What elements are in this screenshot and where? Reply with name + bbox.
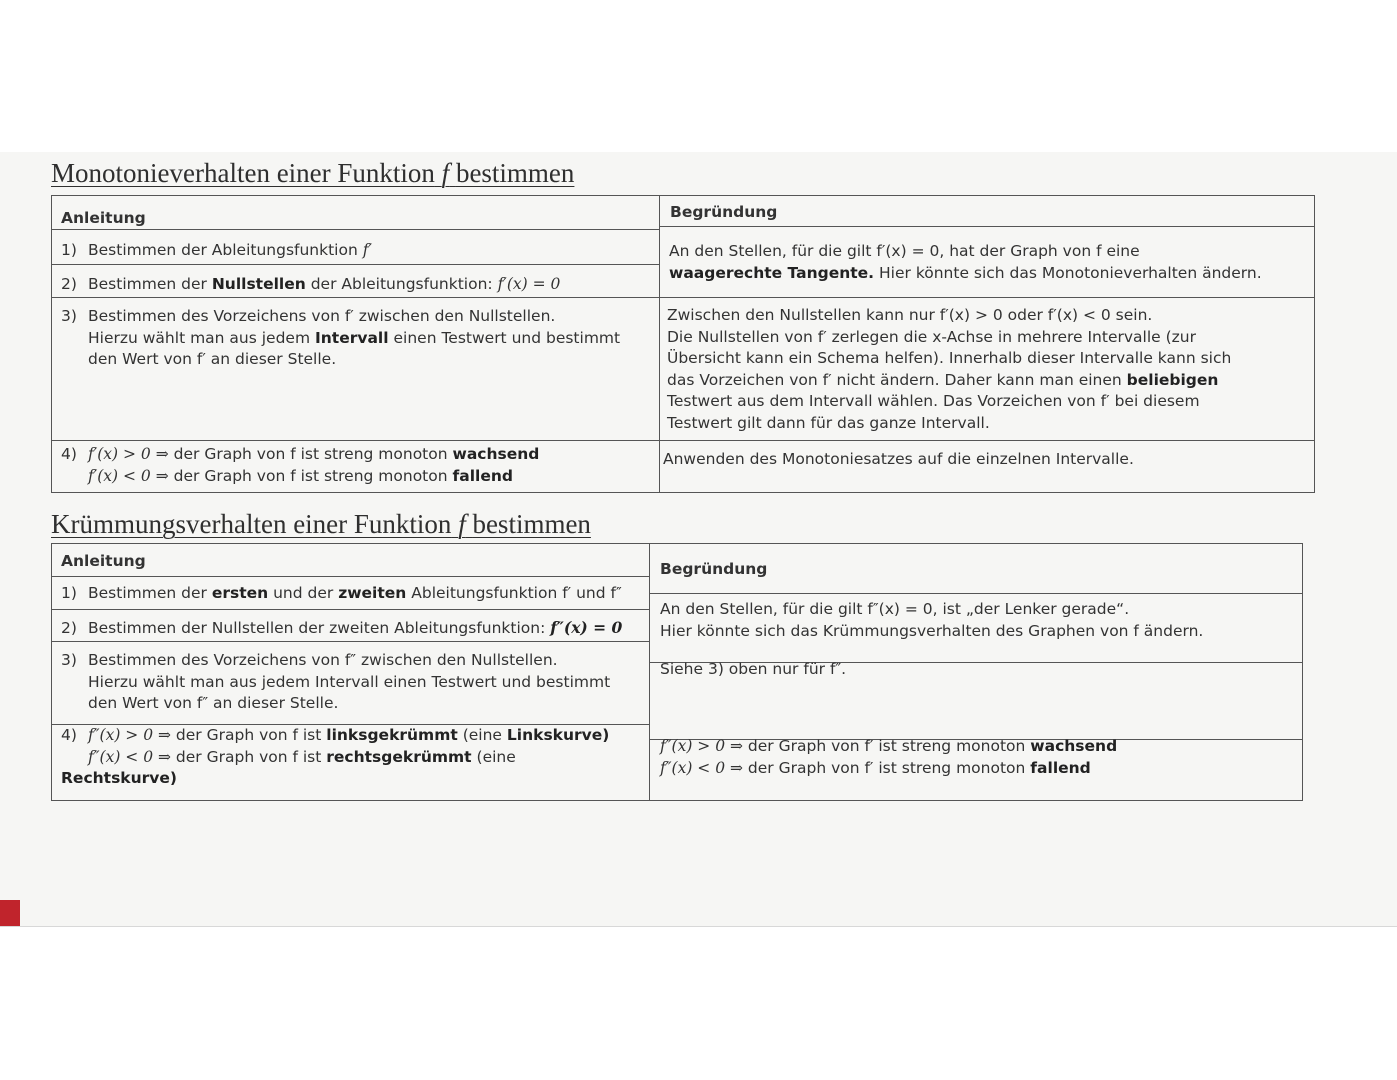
reason12-cell: An den Stellen, für die gilt f″(x) = 0, ist „der Lenker gerade“. Hier könnte sich das Krümmungsverhalten des Graphen von f ändern. (660, 600, 1204, 640)
step4-cell: 4) f′(x) > 0 ⇒ der Graph von f ist streng monoton wachsend f′(x) < 0 ⇒ der Graph von f ist streng monoton fallend (61, 445, 540, 485)
red-corner-mark (0, 900, 20, 926)
reason4-cell: f″(x) > 0 ⇒ der Graph von f′ ist streng monoton wachsend f″(x) < 0 ⇒ der Graph von f′ ist streng monoton fallend (660, 737, 1118, 777)
step4-cell: 4) f″(x) > 0 ⇒ der Graph von f ist linksgekrümmt (eine Linkskurve) f″(x) < 0 ⇒ der Graph von f ist rechtsgekrümmt (eine Rechtskurve) (61, 726, 610, 787)
column-divider (649, 544, 650, 800)
step3-cell: 3) Bestimmen des Vorzeichens von f″ zwischen den Nullstellen. Hierzu wählt man aus jedem Intervall einen Testwert und bestimmt den Wert von f″ an dieser Stelle. (61, 651, 611, 712)
section1-title: Monotonieverhalten einer Funktion f bestimmen (51, 158, 575, 188)
monotonie-table (51, 195, 1315, 493)
header-begruendung: Begründung (670, 203, 778, 221)
section2-title: Krümmungsverhalten einer Funktion f bestimmen (51, 509, 591, 539)
kruemmung-table (51, 543, 1303, 801)
step1-cell: 1) Bestimmen der ersten und der zweiten Ableitungsfunktion f′ und f″ (61, 584, 622, 602)
reason4-cell: Anwenden des Monotoniesatzes auf die einzelnen Intervalle. (663, 450, 1134, 468)
paper-edge (0, 926, 1397, 927)
reason3-cell: Siehe 3) oben nur für f″. (660, 660, 847, 678)
reason3-cell: Zwischen den Nullstellen kann nur f′(x) > 0 oder f′(x) < 0 sein. Die Nullstellen von f′ zerlegen die x-Achse in mehrere Intervalle (zur Übersicht kann ein Schema helfen). Innerhalb dieser Intervalle kann sich das Vorzeichen von f′ nicht ändern. Daher kann man einen beliebigen Testwert aus dem Intervall wählen. Das Vorzeichen von f′ bei diesem Testwert gilt dann für das ganze Intervall. (667, 306, 1232, 432)
header-anleitung: Anleitung (61, 552, 146, 570)
header-anleitung: Anleitung (61, 209, 146, 227)
column-divider (659, 196, 660, 492)
step2-cell: 2) Bestimmen der Nullstellen der zweiten Ableitungsfunktion: f″(x) = 0 (61, 618, 623, 637)
step3-cell: 3) Bestimmen des Vorzeichens von f′ zwischen den Nullstellen. Hierzu wählt man aus jedem Intervall einen Testwert und bestimmt den Wert von f′ an dieser Stelle. (61, 307, 621, 368)
header-begruendung: Begründung (660, 560, 768, 578)
step1-cell: 1) Bestimmen der Ableitungsfunktion f′ (61, 241, 372, 259)
step2-cell: 2) Bestimmen der Nullstellen der Ableitungsfunktion: f′(x) = 0 (61, 275, 561, 293)
reason12-cell: An den Stellen, für die gilt f′(x) = 0, hat der Graph von f eine waagerechte Tangente. Hier könnte sich das Monotonieverhalten ändern. (669, 242, 1262, 282)
